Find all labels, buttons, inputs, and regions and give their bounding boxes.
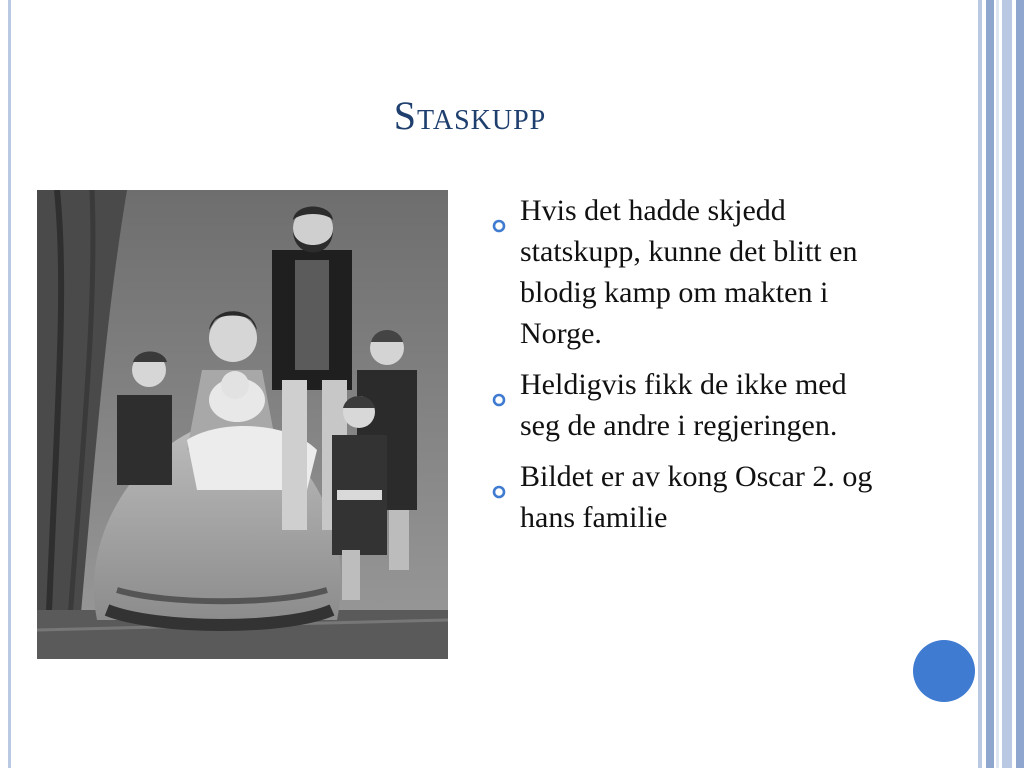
bullet-text: Bildet er av kong Oscar 2. og hans familie: [520, 460, 873, 534]
bullet-list: [492, 190, 892, 548]
bullet-circle-icon: [492, 377, 506, 391]
right-decorative-stripes: [978, 0, 1024, 768]
bullet-text: Heldigvis fikk de ikke med seg de andre i regjeringen.: [520, 368, 847, 442]
family-photo: [37, 190, 448, 659]
bullet-circle-icon: [492, 203, 506, 217]
bullet-item: [492, 190, 892, 354]
decorative-circle: [913, 640, 975, 702]
slide-title: Staskupp: [393, 93, 547, 138]
bullet-item: [492, 364, 892, 446]
bullet-item: [492, 456, 892, 538]
bullet-text: Hvis det hadde skjedd statskupp, kunne det blitt en blodig kamp om makten i Norge.: [520, 194, 858, 350]
bullet-circle-icon: [492, 469, 506, 483]
